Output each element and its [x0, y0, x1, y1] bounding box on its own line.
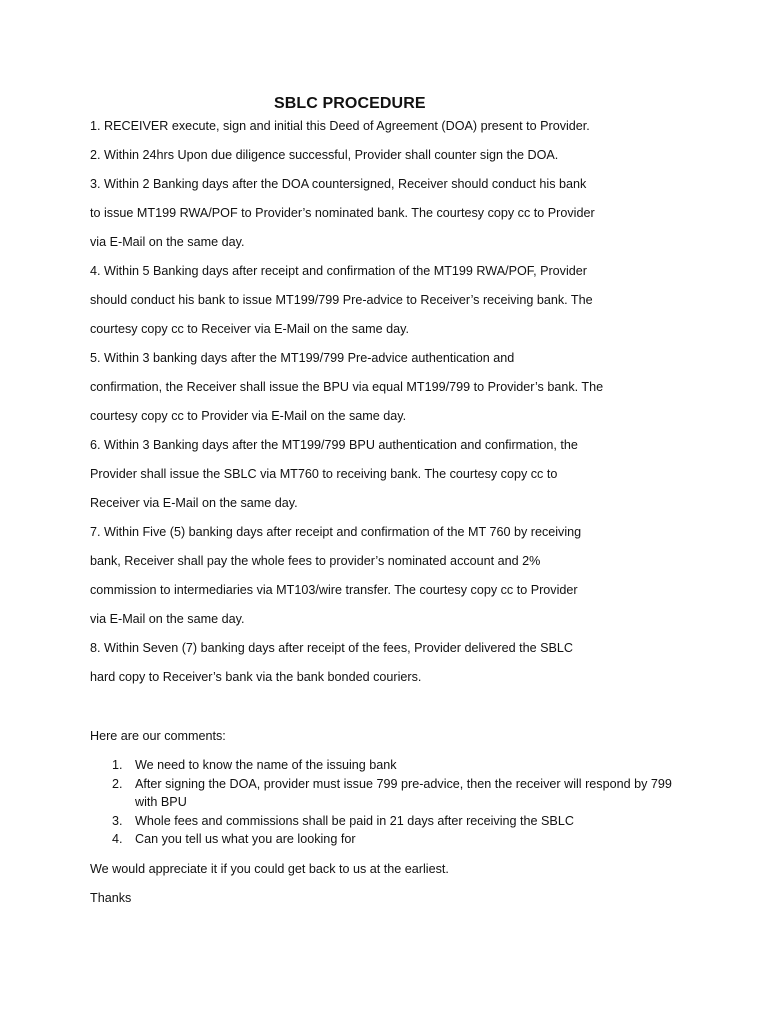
list-item-text: After signing the DOA, provider must issue 799 pre-advice, then the receiver will respond by 799 with BPU	[135, 776, 672, 809]
list-item	[90, 812, 690, 831]
procedure-line: via E-Mail on the same day.	[90, 235, 245, 249]
closing-line: We would appreciate it if you could get back to us at the earliest.	[90, 862, 449, 876]
procedure-line: confirmation, the Receiver shall issue the BPU via equal MT199/799 to Provider’s bank. The	[90, 380, 604, 394]
procedure-line: hard copy to Receiver’s bank via the bank bonded couriers.	[90, 670, 422, 684]
list-item	[90, 775, 690, 812]
list-item-text: Can you tell us what you are looking for	[135, 832, 356, 846]
list-item	[90, 756, 690, 775]
document-title: SBLC PROCEDURE	[274, 95, 426, 112]
list-item-text: We need to know the name of the issuing bank	[135, 758, 397, 772]
procedure-line: 3. Within 2 Banking days after the DOA countersigned, Receiver should conduct his bank	[90, 177, 587, 191]
procedure-line: 2. Within 24hrs Upon due diligence successful, Provider shall counter sign the DOA.	[90, 148, 559, 162]
procedure-line: 1. RECEIVER execute, sign and initial this Deed of Agreement (DOA) present to Provider.	[90, 119, 590, 133]
procedure-line: Receiver via E-Mail on the same day.	[90, 496, 298, 510]
procedure-line: Provider shall issue the SBLC via MT760 to receiving bank. The courtesy copy cc to	[90, 467, 558, 481]
list-item	[90, 830, 690, 849]
procedure-line: commission to intermediaries via MT103/wire transfer. The courtesy copy cc to Provider	[90, 583, 578, 597]
procedure-line: via E-Mail on the same day.	[90, 612, 245, 626]
list-item-number: 3.	[112, 813, 123, 828]
list-item-number: 1.	[112, 758, 123, 772]
procedure-line: 5. Within 3 banking days after the MT199/799 Pre-advice authentication and	[90, 351, 515, 365]
list-item-number: 2.	[112, 776, 123, 791]
comments-list	[90, 756, 690, 849]
procedure-line: 8. Within Seven (7) banking days after receipt of the fees, Provider delivered the SBLC	[90, 641, 574, 655]
procedure-line: should conduct his bank to issue MT199/799 Pre-advice to Receiver’s receiving bank. The	[90, 293, 593, 307]
comments-intro: Here are our comments:	[90, 729, 226, 743]
procedure-line: courtesy copy cc to Provider via E-Mail on the same day.	[90, 409, 407, 423]
procedure-line: 6. Within 3 Banking days after the MT199/799 BPU authentication and confirmation, the	[90, 438, 578, 452]
procedure-line: bank, Receiver shall pay the whole fees to provider’s nominated account and 2%	[90, 554, 541, 568]
procedure-line: 7. Within Five (5) banking days after receipt and confirmation of the MT 760 by receiving	[90, 525, 582, 539]
list-item-number: 4.	[112, 832, 123, 846]
list-item-text: Whole fees and commissions shall be paid in 21 days after receiving the SBLC	[135, 813, 574, 828]
thanks-line: Thanks	[90, 891, 132, 905]
procedure-line: courtesy copy cc to Receiver via E-Mail on the same day.	[90, 322, 409, 336]
procedure-line: 4. Within 5 Banking days after receipt and confirmation of the MT199 RWA/POF, Provider	[90, 264, 587, 278]
procedure-line: to issue MT199 RWA/POF to Provider’s nominated bank. The courtesy copy cc to Provider	[90, 206, 595, 220]
